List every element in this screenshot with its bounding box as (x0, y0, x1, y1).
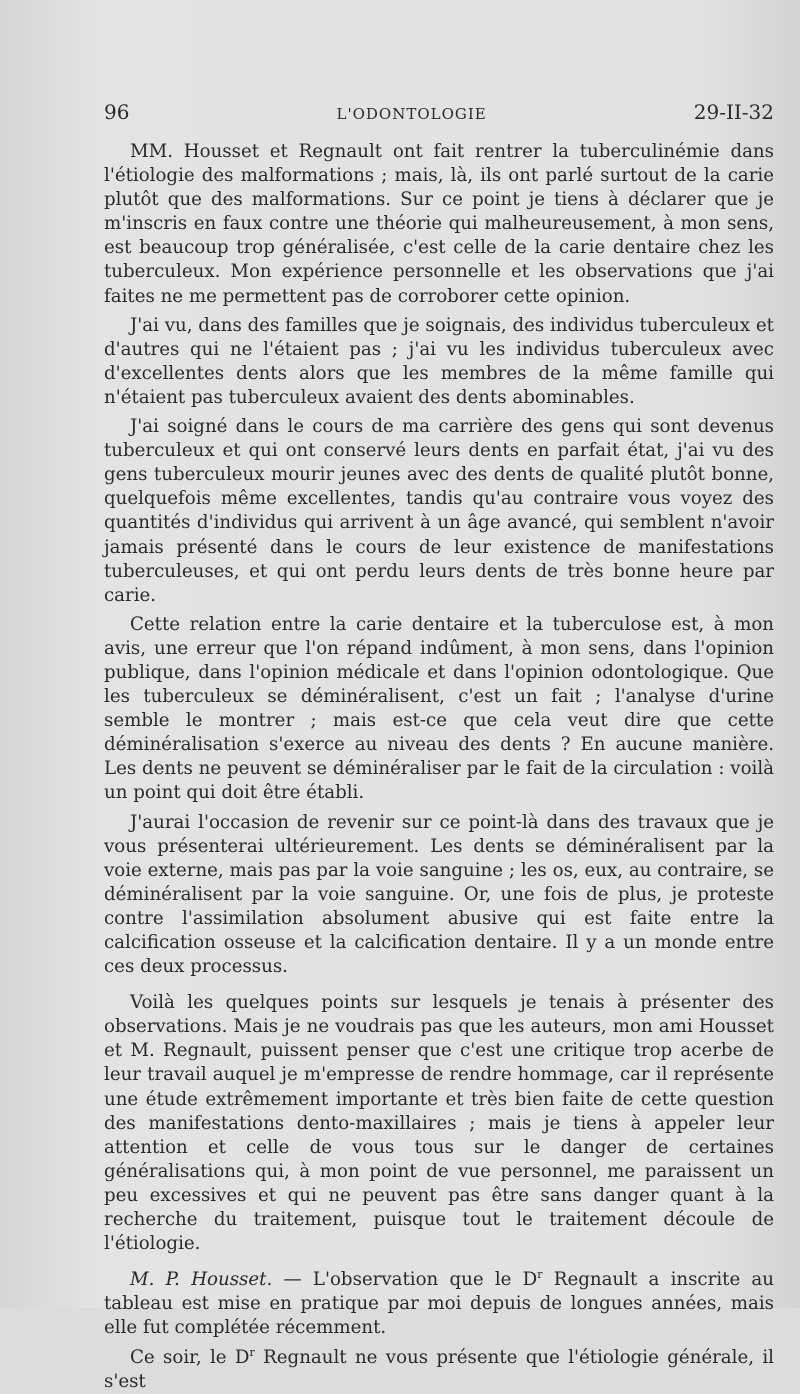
paragraph-text: L'observation que le D (312, 1269, 538, 1291)
journal-title: L'ODONTOLOGIE (336, 105, 487, 123)
speaker-name: M. P. Housset. (130, 1269, 273, 1291)
speaker-dash: — (272, 1269, 313, 1291)
running-head (104, 100, 774, 128)
paragraph-text: Regnault a inscrite au tableau est mise en pratique par moi depuis de longues années, mais elle fut complétée récemment. (104, 1269, 774, 1339)
paragraph (104, 1346, 774, 1394)
paragraph: J'aurai l'occasion de revenir sur ce point-là dans des travaux que je vous présenterai ultérieurement. Les dents se déminéralisent par la voie externe, mais pas par la voie sanguine ; les os, eux, au contraire, se déminéralisent par la voie sanguine. Or, une fois de plus, je proteste contre l'assimilation absolument abusive qui est faite entre la calcification osseuse et la calcification dentaire. Il y a un monde entre ces deux processus. (104, 811, 774, 978)
paragraph: J'ai soigné dans le cours de ma carrière des gens qui sont devenus tuberculeux et qui ont conservé leurs dents en parfait état, j'ai vu des gens tuberculeux mourir jeunes avec des dents de qualité plutôt bonne, quelquefois même excellentes, tandis qu'au contraire vous voyez des quantités d'individus qui arrivent à un âge avancé, qui semblent n'avoir jamais présenté dans le cours de leur existence de manifestations tuberculeuses, et qui ont perdu leurs dents de très bonne heure par carie. (104, 416, 774, 606)
superscript: r (537, 1268, 543, 1282)
paragraph: MM. Housset et Regnault ont fait rentrer la tuberculinémie dans l'étiologie des malformations ; mais, là, ils ont parlé surtout de la carie plutôt que des malformations. Sur ce point je tiens à déclarer que je m'inscris en faux contre une théorie qui malheureusement, à mon sens, est beaucoup trop généralisée, c'est celle de la carie dentaire chez les tuberculeux. Mon expérience personnelle et les observations que j'ai faites ne me permettent pas de corroborer cette opinion. (104, 141, 774, 307)
paragraph: J'ai vu, dans des familles que je soignais, des individus tuberculeux et d'autres qui ne l'étaient pas ; j'ai vu les individus tuberculeux avec d'excellentes dents alors que les membres de la même famille qui n'étaient pas tuberculeux avaient des dents abominables. (104, 314, 774, 408)
paragraph-text: Ce soir, le D (130, 1346, 250, 1368)
paragraph: Cette relation entre la carie dentaire et la tuberculose est, à mon avis, une erreur que l'on répand indûment, à mon sens, dans l'opinion publique, dans l'opinion médicale et dans l'opinion odontologique. Que les tuberculeux se déminéralisent, c'est un fait ; l'analyse d'urine semble le montrer ; mais est-ce que cela veut dire que cette déminéralisation s'exerce au niveau des dents ? En aucune manière. Les dents ne peuvent se déminéraliser par le fait de la circulation : voilà un point qui doit être établi. (104, 613, 774, 804)
speaker-paragraph (104, 1268, 774, 1340)
page-number: 96 (104, 100, 130, 124)
paragraph: Voilà les quelques points sur lesquels je tenais à présenter des observations. Mais je ne voudrais pas que les auteurs, mon ami Housset et M. Regnault, puissent penser que c'est une critique trop acerbe de leur travail auquel je m'empresse de rendre hommage, car il représente une étude extrêmement importante et très bien faite de cette question des manifestations dento-maxillaires ; mais je tiens à appeler leur attention et celle de vous tous sur le danger de certaines généralisations qui, à mon point de vue personnel, me paraissent un peu excessives et qui ne peuvent pas être sans danger quant à la recherche du traitement, puisque tout le traitement découle de l'étiologie. (104, 992, 774, 1255)
superscript: r (249, 1345, 255, 1359)
issue-date: 29-II-32 (693, 100, 774, 124)
paragraph-text: Regnault ne vous présente que l'étiologie générale, il s'est (104, 1346, 774, 1392)
body-text (104, 140, 774, 1394)
